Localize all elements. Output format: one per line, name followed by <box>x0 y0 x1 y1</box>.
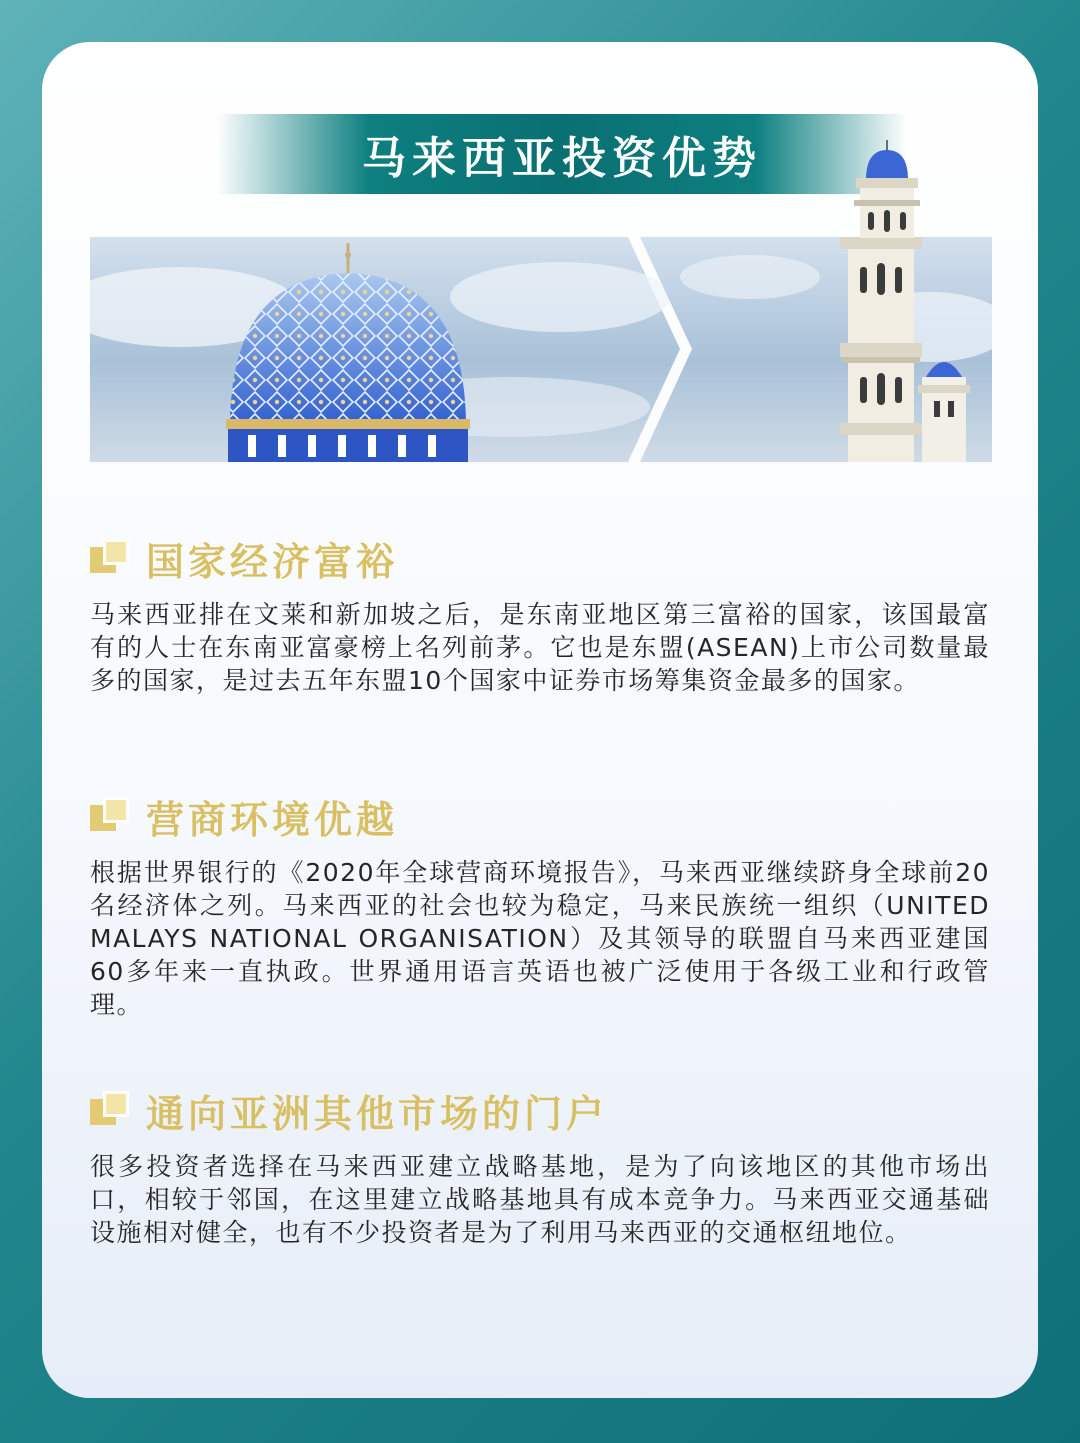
square-bullet-icon <box>90 539 128 577</box>
page-title: 马来西亚投资优势 <box>362 133 762 184</box>
section-body: 马来西亚排在文莱和新加坡之后，是东南亚地区第三富裕的国家，该国最富有的人士在东南亚富豪榜上名列前茅。它也是东盟(ASEAN)上市公司数量最多的国家，是过去五年东盟10个国家中证券市场筹集资金最多的国家。 <box>90 600 990 695</box>
title-bar <box>217 114 907 194</box>
square-bullet-icon <box>90 797 128 835</box>
section-body: 很多投资者选择在马来西亚建立战略基地，是为了向该地区的其他市场出口，相较于邻国，在这里建立战略基地具有成本竞争力。马来西亚交通基础设施相对健全，也有不少投资者是为了利用马来西亚的交通枢纽地位。 <box>90 1152 990 1247</box>
content-card <box>42 42 1038 1398</box>
square-bullet-icon <box>90 1091 128 1129</box>
minaret-top <box>842 140 932 238</box>
section-title: 营商环境优越 <box>146 797 399 842</box>
section-gateway <box>90 1082 990 1249</box>
section-header <box>90 1082 990 1138</box>
section-title: 国家经济富裕 <box>146 539 399 584</box>
section-header <box>90 788 990 844</box>
dome-photo <box>90 237 680 462</box>
section-business-environment <box>90 788 990 1021</box>
section-header <box>90 530 990 586</box>
section-economy <box>90 530 990 697</box>
banner-image <box>90 237 992 462</box>
section-title: 通向亚洲其他市场的门户 <box>146 1091 609 1136</box>
section-body: 根据世界银行的《2020年全球营商环境报告》，马来西亚继续跻身全球前20名经济体之列。马来西亚的社会也较为稳定，马来民族统一组织（UNITED MALAYS NATIONAL ORGANISATION）及其领导的联盟自马来西亚建国60多年来一直执政。世界通用语言英语也被广泛使用于各级工业和行政管理。 <box>90 858 990 1019</box>
minaret-photo <box>640 237 992 462</box>
